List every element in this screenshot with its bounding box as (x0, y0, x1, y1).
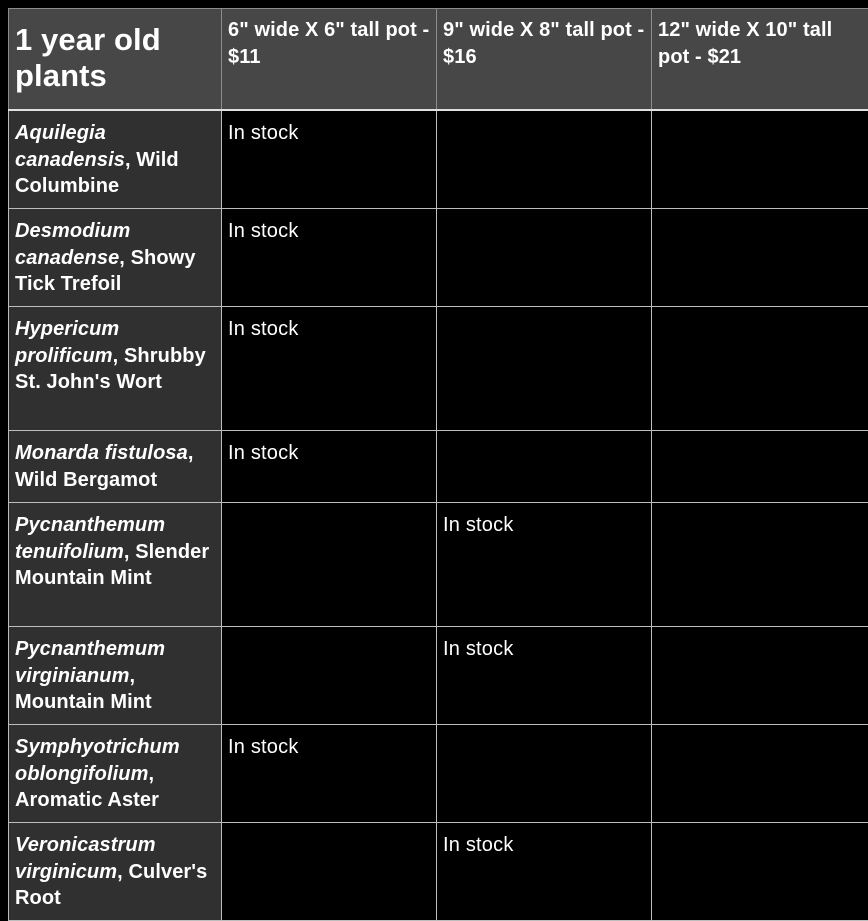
table-row (9, 627, 868, 725)
plant-name (9, 503, 222, 627)
stock-cell: In stock (437, 627, 652, 725)
common-name: , Wild Bergamot (15, 442, 194, 491)
stock-cell (652, 431, 868, 503)
table-row (9, 503, 868, 627)
table-title: 1 year old plants (9, 9, 222, 111)
table-row (9, 431, 868, 503)
scientific-name: Pycnanthemum tenuifolium (15, 514, 165, 563)
pot-size-header: 6" wide X 6" tall pot - $11 (222, 9, 437, 111)
plant-name (9, 725, 222, 823)
common-name: , Aromatic Aster (15, 763, 159, 812)
stock-cell: In stock (437, 503, 652, 627)
scientific-name: Aquilegia canadensis (15, 122, 125, 171)
plant-availability-table (8, 8, 868, 921)
plant-name (9, 823, 222, 921)
stock-cell: In stock (437, 823, 652, 921)
stock-cell (652, 209, 868, 307)
stock-cell: In stock (222, 110, 437, 209)
stock-cell (437, 431, 652, 503)
plant-name (9, 307, 222, 431)
header-row (9, 9, 868, 111)
stock-cell: In stock (222, 431, 437, 503)
plant-name (9, 431, 222, 503)
stock-cell (437, 209, 652, 307)
scientific-name: Veronicastrum virginicum (15, 834, 156, 883)
scientific-name: Desmodium canadense (15, 220, 130, 269)
stock-cell (222, 627, 437, 725)
plant-name (9, 209, 222, 307)
stock-cell (222, 503, 437, 627)
plant-name (9, 110, 222, 209)
stock-cell (652, 725, 868, 823)
table-row (9, 725, 868, 823)
common-name: , Shrubby St. John's Wort (15, 345, 206, 394)
common-name: , Showy Tick Trefoil (15, 247, 196, 296)
table-row (9, 209, 868, 307)
stock-cell: In stock (222, 725, 437, 823)
table-row (9, 307, 868, 431)
stock-cell (222, 823, 437, 921)
common-name: , Wild Columbine (15, 149, 179, 198)
stock-cell (652, 627, 868, 725)
plant-name (9, 627, 222, 725)
common-name: , Culver's Root (15, 861, 207, 910)
scientific-name: Symphyotrichum oblongifolium (15, 736, 180, 785)
stock-cell (437, 725, 652, 823)
scientific-name: Pycnanthemum virginianum (15, 638, 165, 687)
stock-cell: In stock (222, 307, 437, 431)
table-row (9, 823, 868, 921)
stock-cell (652, 307, 868, 431)
stock-cell (437, 110, 652, 209)
scientific-name: Monarda fistulosa (15, 442, 188, 464)
stock-cell (437, 307, 652, 431)
stock-cell: In stock (222, 209, 437, 307)
stock-cell (652, 110, 868, 209)
pot-size-header: 12" wide X 10" tall pot - $21 (652, 9, 868, 111)
stock-cell (652, 503, 868, 627)
pot-size-header: 9" wide X 8" tall pot - $16 (437, 9, 652, 111)
table-row (9, 110, 868, 209)
stock-cell (652, 823, 868, 921)
scientific-name: Hypericum prolificum (15, 318, 119, 367)
common-name: , Mountain Mint (15, 665, 152, 714)
common-name: , Slender Mountain Mint (15, 541, 209, 590)
